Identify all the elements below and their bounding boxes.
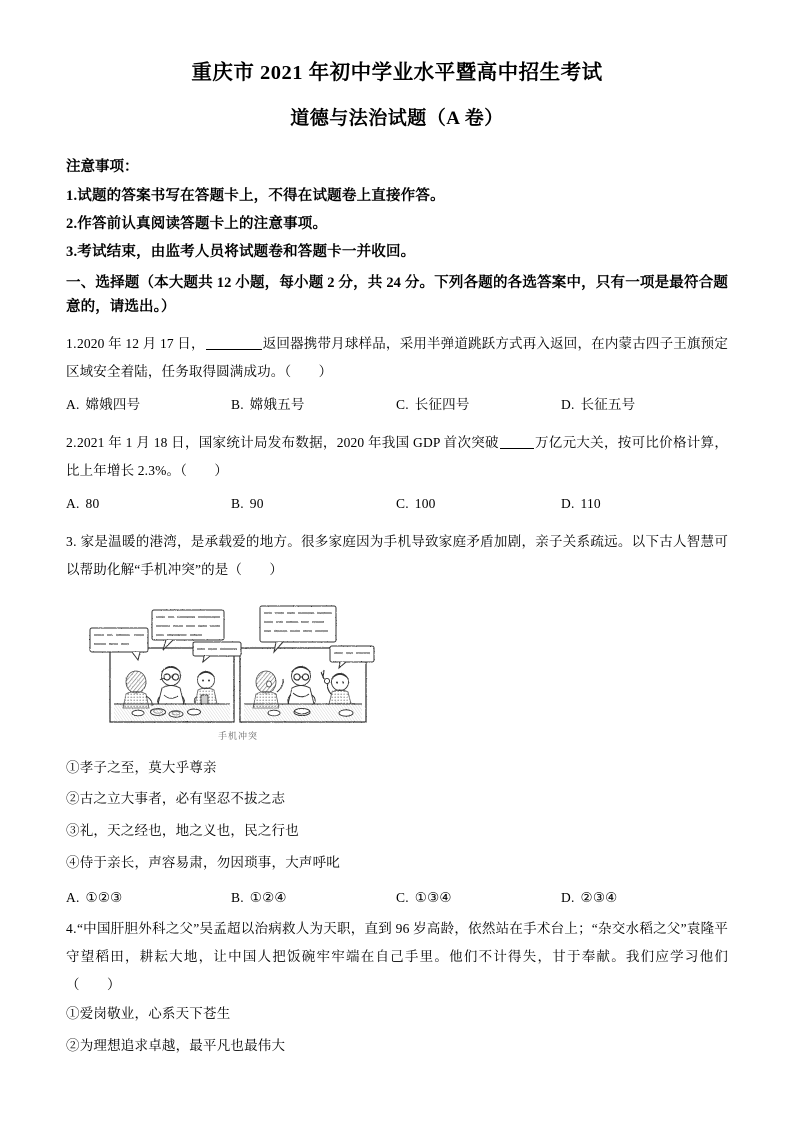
page-subtitle: 道德与法治试题（A 卷） <box>290 107 504 129</box>
question-4-stem <box>66 915 728 998</box>
notice-block <box>66 153 728 266</box>
notice-item-3: 3.考试结束，由监考人员将试题卷和答题卡一并收回。 <box>66 244 416 261</box>
question-3-subitem-3: ③礼，天之经也，地之义也，民之行也 <box>66 823 299 839</box>
question-1-number: 1. <box>66 336 77 352</box>
question-2-option-b[interactable] <box>231 490 396 518</box>
option-text: 110 <box>580 495 601 511</box>
question-1-blank <box>206 349 262 350</box>
option-label: D. <box>561 396 575 412</box>
question-1-options <box>66 391 728 419</box>
comic-illustration <box>88 600 388 728</box>
question-1-option-c[interactable] <box>396 391 561 419</box>
option-label: B. <box>231 396 244 412</box>
option-text: ②③④ <box>580 889 618 905</box>
option-text: 嫦娥五号 <box>249 396 305 412</box>
question-2-stem-before-blank: 2021 年 1 月 18 日，国家统计局发布数据，2020 年我国 GDP 首次突破 <box>76 435 499 451</box>
option-text: ①③④ <box>414 889 452 905</box>
option-text: 90 <box>249 495 264 511</box>
notice-heading: 注意事项： <box>66 159 139 176</box>
question-2 <box>66 429 728 517</box>
question-1-stem-after-blank: 返回器携带月球样品，采用半弹道跳跃方式再入返回，在内蒙古四子王旗预定区域安全着陆，任务取得圆满成功。（ ） <box>66 336 728 379</box>
option-text: 长征四号 <box>414 396 470 412</box>
question-3-subitem-1: ①孝子之至，莫大乎尊亲 <box>66 759 217 775</box>
question-1 <box>66 330 728 418</box>
option-label: D. <box>561 495 575 511</box>
question-4 <box>66 915 728 1061</box>
option-label: B. <box>231 889 244 905</box>
option-label: C. <box>396 396 409 412</box>
option-label: B. <box>231 495 244 511</box>
question-1-stem <box>66 330 728 385</box>
option-label: D. <box>561 889 575 905</box>
question-4-number: 4. <box>66 921 77 937</box>
question-3-option-d[interactable] <box>561 884 726 912</box>
comic-strip-phone-conflict <box>88 600 388 742</box>
question-3-subitem-4: ④侍于亲长，声容易肃，勿因琐事，大声呼叱 <box>66 854 340 870</box>
question-3-option-a[interactable] <box>66 884 231 912</box>
question-2-number: 2. <box>66 435 77 451</box>
question-3-option-c[interactable] <box>396 884 561 912</box>
comic-caption: 手机冲突 <box>217 730 258 741</box>
notice-item-2: 2.作答前认真阅读答题卡上的注意事项。 <box>66 215 328 232</box>
question-3-option-b[interactable] <box>231 884 396 912</box>
question-1-option-a[interactable] <box>66 391 231 419</box>
question-1-stem-before-blank: 2020 年 12 月 17 日， <box>76 336 205 352</box>
question-3-stem <box>66 528 728 583</box>
question-4-stem-text: “中国肝胆外科之父”吴孟超以治病救人为天职，直到 96 岁高龄，依然站在手术台上；“杂交水稻之父”袁隆平守望稻田，耕耘大地，让中国人把饭碗牢牢端在自己手里。他们不计得失，甘于奉献。我们应学习他们（ ） <box>66 921 728 992</box>
option-label: C. <box>396 889 409 905</box>
page-title: 重庆市 2021 年初中学业水平暨高中招生考试 <box>191 62 603 84</box>
option-label: A. <box>66 889 80 905</box>
question-3-number: 3. <box>66 534 77 550</box>
section-heading-multiple-choice: 一、选择题（本大题共 12 小题，每小题 2 分，共 24 分。下列各题的各选答案中，只有一项是最符合题意的，请选出。） <box>66 275 728 315</box>
page-content <box>66 58 728 1062</box>
option-label: C. <box>396 495 409 511</box>
question-2-stem <box>66 429 728 484</box>
question-2-stem-after-blank: 万亿元大关，按可比价格计算，比上年增长 2.3%。（ ） <box>66 435 728 478</box>
option-text: ①②③ <box>85 889 123 905</box>
question-4-subitem-1: ①爱岗敬业，心系天下苍生 <box>66 1006 231 1022</box>
option-text: 80 <box>85 495 100 511</box>
option-label: A. <box>66 495 80 511</box>
question-3-figure <box>66 600 728 742</box>
question-2-option-d[interactable] <box>561 490 726 518</box>
question-3 <box>66 528 728 911</box>
option-text: ①②④ <box>249 889 287 905</box>
question-3-options <box>66 884 728 912</box>
question-2-options <box>66 490 728 518</box>
notice-item-1: 1.试题的答案书写在答题卡上，不得在试题卷上直接作答。 <box>66 187 445 204</box>
question-2-option-c[interactable] <box>396 490 561 518</box>
question-3-stem-text: 家是温暖的港湾，是承载爱的地方。很多家庭因为手机导致家庭矛盾加剧，亲子关系疏远。以下古人智慧可以帮助化解“手机冲突”的是（ ） <box>66 534 728 577</box>
option-text: 100 <box>414 495 436 511</box>
question-2-option-a[interactable] <box>66 490 231 518</box>
question-4-subitem-2: ②为理想追求卓越，最平凡也最伟大 <box>66 1037 286 1053</box>
question-3-subitem-2: ②古之立大事者，必有坚忍不拔之志 <box>66 791 286 807</box>
option-label: A. <box>66 396 80 412</box>
option-text: 长征五号 <box>580 396 636 412</box>
question-1-option-b[interactable] <box>231 391 396 419</box>
question-2-blank <box>500 448 534 449</box>
question-1-option-d[interactable] <box>561 391 726 419</box>
option-text: 嫦娥四号 <box>85 396 141 412</box>
